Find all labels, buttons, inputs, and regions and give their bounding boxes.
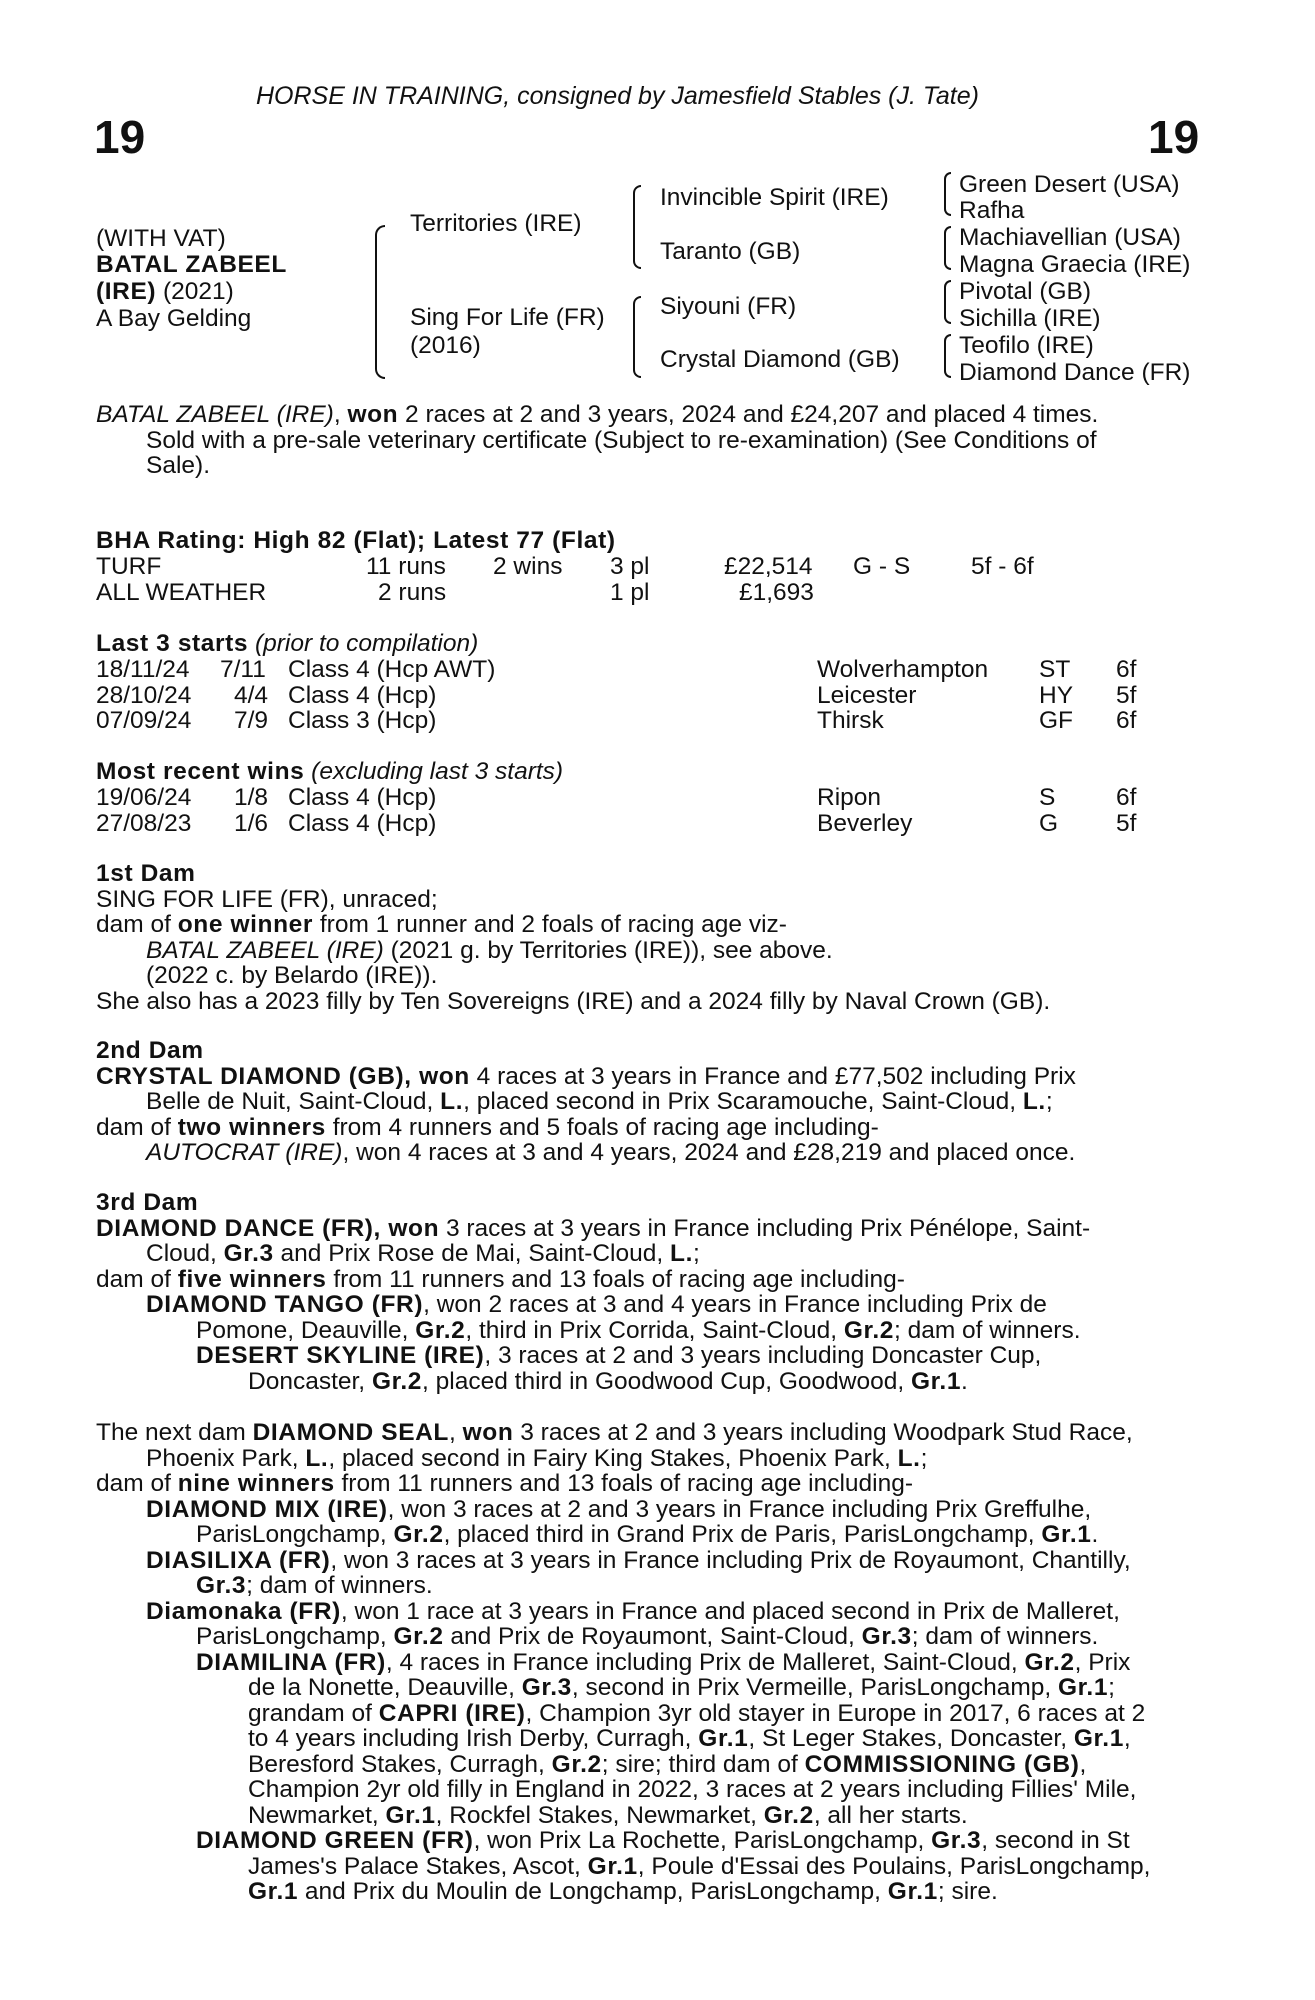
pedigree-brace-g78	[944, 334, 951, 378]
grandparent-2: Rafha	[959, 197, 1025, 224]
third-dam-section: 3rd Dam DIAMOND DANCE (FR), won 3 races at 3 years in France including Prix Pénélope, Saint- Cloud, Gr.3 and Prix Rose de Mai, Saint-Cloud, L.; dam of five winners from 11 runners and 13 foals of racing age including- DIAMOND TANGO (FR), won 2 races at 3 and 4 years in France including Prix de Pomone, Deauville, Gr.2, third in Prix Corrida, Saint-Cloud, Gr.2; dam of winners. DESERT SKYLINE (IRE), 3 races at 2 and 3 years including Doncaster Cup, Doncaster, Gr.2, placed third in Goodwood Cup, Goodwood, Gr.1.	[96, 1190, 1202, 1394]
lot-number-right: 19	[1148, 111, 1200, 163]
last-start-row: 07/09/24 7/9 Class 3 (Hcp) Thirsk GF 6f	[96, 707, 1137, 734]
recent-wins-title: Most recent wins (excluding last 3 starts)	[96, 758, 564, 785]
rating-row-aw: ALL WEATHER 2 runs 1 pl £1,693	[96, 579, 814, 606]
sire: Territories (IRE)	[410, 210, 582, 237]
pedigree-brace-g34	[944, 226, 951, 270]
last-starts-title: Last 3 starts (prior to compilation)	[96, 630, 479, 657]
race-summary: BATAL ZABEEL (IRE), won 2 races at 2 and 3 years, 2024 and £24,207 and placed 4 times. Sold with a pre-sale veterinary certificate (Subject to re-examination) (See Conditions of Sale).	[96, 401, 1099, 479]
grandparent-1: Green Desert (USA)	[959, 171, 1180, 198]
first-dam-section: 1st Dam SING FOR LIFE (FR), unraced; dam of one winner from 1 runner and 2 foals of racing age viz- BATAL ZABEEL (IRE) (2021 g. by Territories (IRE)), see above. (2022 c. by Belardo (IRE)). She also has a 2023 filly by Ten Sovereigns (IRE) and a 2024 filly by Naval Crown (GB).	[96, 861, 1202, 1014]
dam-year: (2016)	[410, 332, 481, 359]
pedigree-brace-dam	[633, 296, 641, 378]
next-dam-section: The next dam DIAMOND SEAL, won 3 races at 2 and 3 years including Woodpark Stud Race, Phoenix Park, L., placed second in Fairy King Stakes, Phoenix Park, L.; dam of nine winners from 11 runners and 13 foals of racing age including- DIAMOND MIX (IRE), won 3 races at 2 and 3 years in France including Prix Greffulhe, ParisLongchamp, Gr.2, placed third in Grand Prix de Paris, ParisLongchamp, Gr.1. DIASILIXA (FR), won 3 races at 3 years in France including Prix de Royaumont, Chantilly, Gr.3; dam of winners. Diamonaka (FR), won 1 race at 3 years in France and placed second in Prix de Malleret, ParisLongchamp, Gr.2 and Prix de Royaumont, Saint-Cloud, Gr.3; dam of winners. DIAMILINA (FR), 4 races in France including Prix de Malleret, Saint-Cloud, Gr.2, Prix de la Nonette, Deauville, Gr.3, second in Prix Vermeille, ParisLongchamp, Gr.1; grandam of CAPRI (IRE), Champion 3yr old stayer in Europe in 2017, 6 races at 2 to 4 years including Irish Derby, Curragh, Gr.1, St Leger Stakes, Doncaster, Gr.1, Beresford Stakes, Curragh, Gr.2; sire; third dam of COMMISSIONING (GB), Champion 2yr old filly in England in 2022, 3 races at 2 years including Fillies' Mile, Newmarket, Gr.1, Rockfel Stakes, Newmarket, Gr.2, all her starts. DIAMOND GREEN (FR), won Prix La Rochette, ParisLongchamp, Gr.3, second in St James's Palace Stakes, Ascot, Gr.1, Poule d'Essai des Poulains, ParisLongchamp, Gr.1 and Prix du Moulin de Longchamp, ParisLongchamp, Gr.1; sire.	[96, 1419, 1151, 1905]
dam-sire: Siyouni (FR)	[660, 293, 797, 320]
section-title: 2nd Dam	[96, 1037, 204, 1064]
last-start-row: 28/10/24 4/4 Class 4 (Hcp) Leicester HY 5f	[96, 682, 1137, 709]
grandparent-6: Sichilla (IRE)	[959, 305, 1101, 332]
recent-win-row: 27/08/23 1/6 Class 4 (Hcp) Beverley G 5f	[96, 810, 1137, 837]
dam: Sing For Life (FR)	[410, 304, 605, 331]
grandparent-7: Teofilo (IRE)	[959, 332, 1094, 359]
pedigree-brace-main	[375, 225, 385, 379]
page-header: HORSE IN TRAINING, consigned by Jamesfield Stables (J. Tate)	[256, 82, 979, 110]
grandparent-3: Machiavellian (USA)	[959, 224, 1181, 251]
pedigree-brace-sire	[633, 185, 641, 269]
horse-name: BATAL ZABEEL	[96, 251, 287, 278]
grandparent-4: Magna Graecia (IRE)	[959, 251, 1191, 278]
section-title: 3rd Dam	[96, 1189, 199, 1216]
dam-dam: Crystal Diamond (GB)	[660, 346, 900, 373]
horse-description: A Bay Gelding	[96, 305, 252, 332]
sire-sire: Invincible Spirit (IRE)	[660, 184, 889, 211]
rating-row-turf: TURF 11 runs 2 wins 3 pl £22,514 G - S 5f - 6f	[96, 553, 1034, 580]
pedigree-brace-g56	[944, 280, 951, 324]
horse-origin-year: (IRE) (2021)	[96, 278, 234, 305]
lot-number-left: 19	[94, 111, 146, 163]
second-dam-section: 2nd Dam CRYSTAL DIAMOND (GB), won 4 races at 3 years in France and £77,502 including Prix Belle de Nuit, Saint-Cloud, L., placed second in Prix Scaramouche, Saint-Cloud, L.; dam of two winners from 4 runners and 5 foals of racing age including- AUTOCRAT (IRE), won 4 races at 3 and 4 years, 2024 and £28,219 and placed once.	[96, 1038, 1202, 1166]
vat-note: (WITH VAT)	[96, 225, 226, 252]
grandparent-8: Diamond Dance (FR)	[959, 359, 1191, 386]
sire-dam: Taranto (GB)	[660, 238, 801, 265]
recent-win-row: 19/06/24 1/8 Class 4 (Hcp) Ripon S 6f	[96, 784, 1137, 811]
pedigree-brace-g12	[944, 172, 951, 216]
last-start-row: 18/11/24 7/11 Class 4 (Hcp AWT) Wolverhampton ST 6f	[96, 656, 1137, 683]
rating-title: BHA Rating: High 82 (Flat); Latest 77 (Flat)	[96, 527, 616, 554]
section-title: 1st Dam	[96, 860, 196, 887]
grandparent-5: Pivotal (GB)	[959, 278, 1092, 305]
